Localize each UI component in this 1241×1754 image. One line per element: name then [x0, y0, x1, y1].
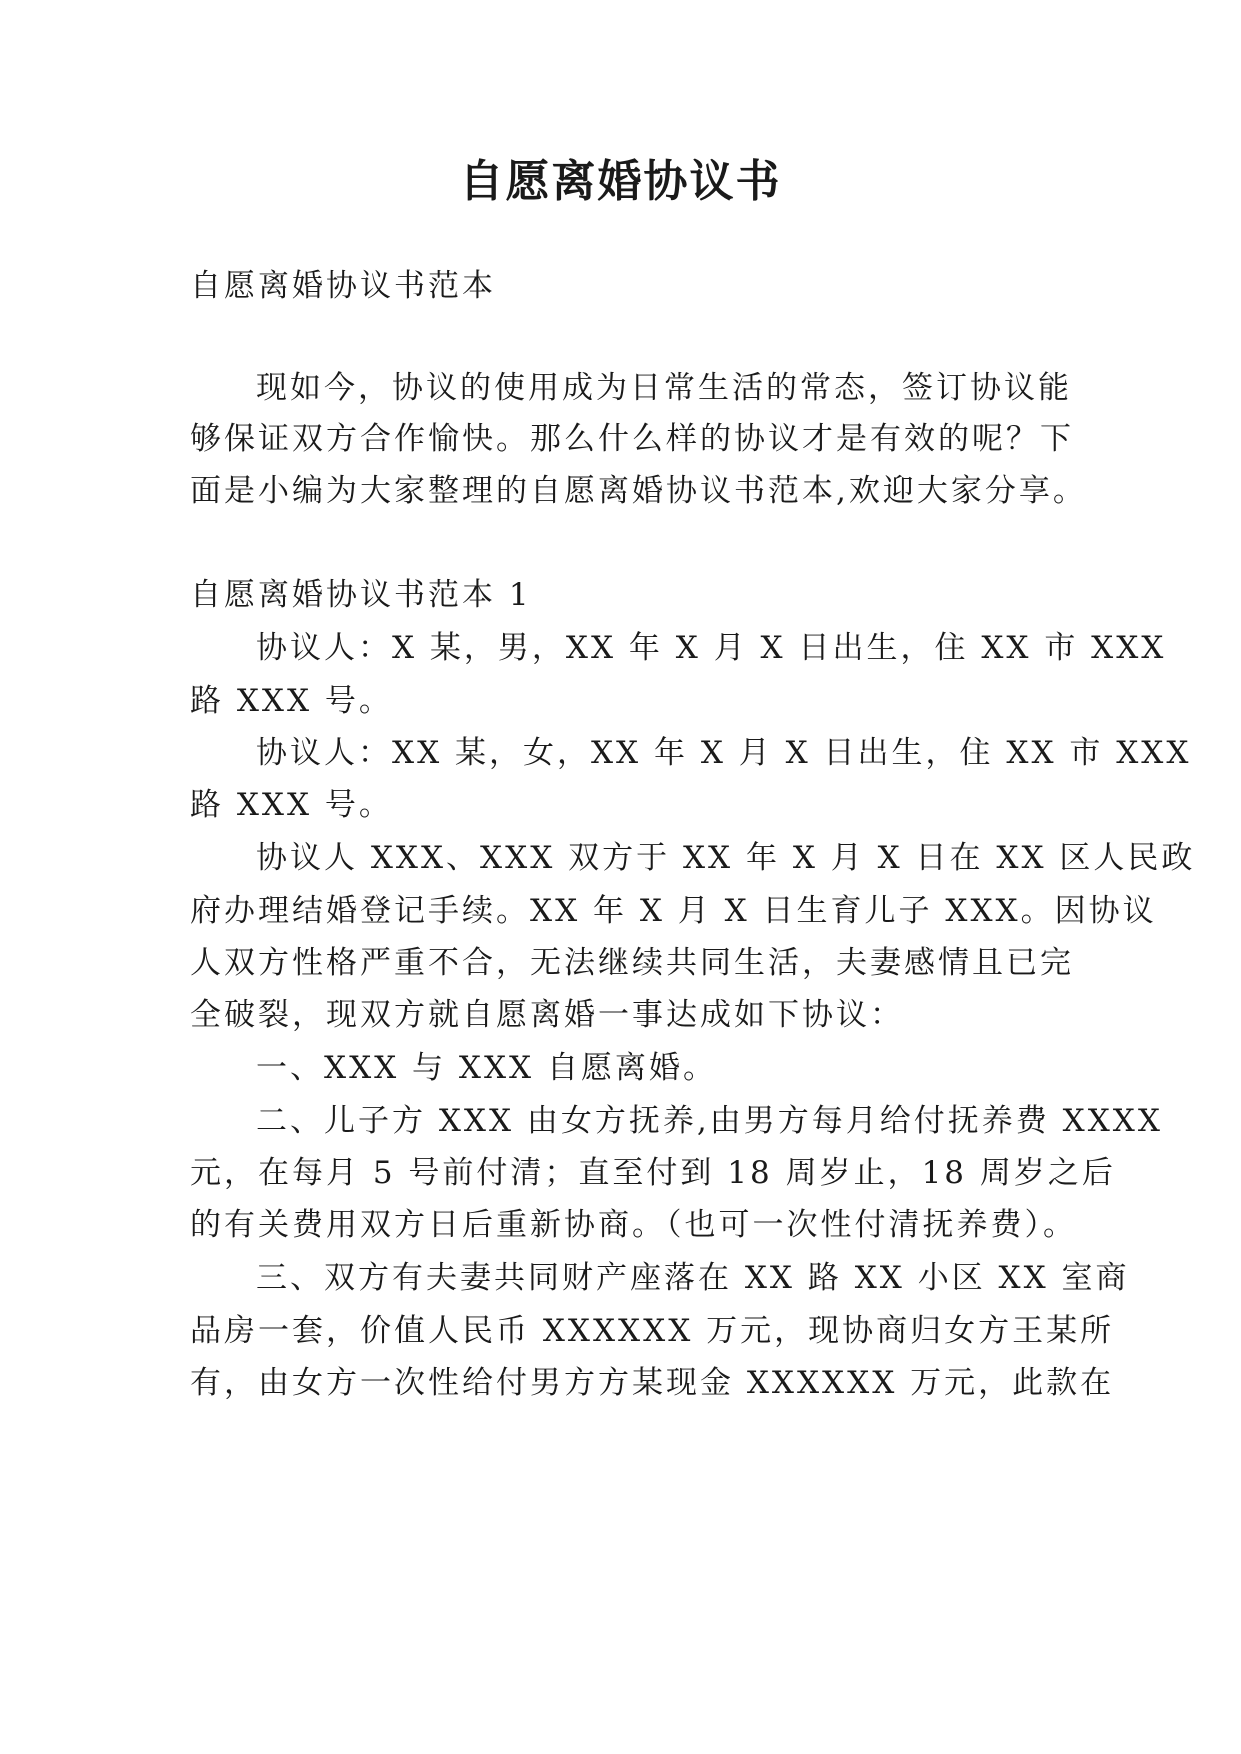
- party-line-2: 路 XXX 号。: [190, 683, 393, 719]
- party-line-3: 协议人：XX 某，女，XX 年 X 月 X 日出生，住 XX 市 XXX: [256, 735, 1192, 771]
- intro-line-1: 现如今，协议的使用成为日常生活的常态，签订协议能: [256, 370, 1072, 406]
- paragraph-line: 协议人 XXX、XXX 双方于 XX 年 X 月 X 日在 XX 区人民政: [256, 840, 1196, 876]
- clause-3-line: 有，由女方一次性给付男方方某现金 XXXXXX 万元，此款在: [190, 1365, 1115, 1401]
- document-title: 自愿离婚协议书: [459, 156, 782, 207]
- paragraph-line: 全破裂，现双方就自愿离婚一事达成如下协议：: [190, 997, 904, 1033]
- intro-line-2: 够保证双方合作愉快。那么什么样的协议才是有效的呢？下: [190, 421, 1074, 457]
- intro-line-3: 面是小编为大家整理的自愿离婚协议书范本,欢迎大家分享。: [190, 473, 1087, 509]
- clause-2-line: 二、儿子方 XXX 由女方抚养,由男方每月给付抚养费 XXXX: [256, 1103, 1163, 1139]
- section-heading-1: 自愿离婚协议书范本 1: [190, 577, 532, 613]
- clause-2-line: 元，在每月 5 号前付清；直至付到 18 周岁止，18 周岁之后: [190, 1155, 1116, 1191]
- clause-2-line: 的有关费用双方日后重新协商。（也可一次性付清抚养费）。: [190, 1207, 1077, 1243]
- subtitle-line: 自愿离婚协议书范本: [190, 268, 496, 304]
- paragraph-line: 府办理结婚登记手续。XX 年 X 月 X 日生育儿子 XXX。因协议: [190, 893, 1157, 929]
- paragraph-line: 人双方性格严重不合，无法继续共同生活，夫妻感情且已完: [190, 945, 1074, 981]
- clause-1-line: 一、XXX 与 XXX 自愿离婚。: [256, 1050, 717, 1086]
- clause-3-line: 三、双方有夫妻共同财产座落在 XX 路 XX 小区 XX 室商: [256, 1260, 1130, 1296]
- clause-3-line: 品房一套，价值人民币 XXXXXX 万元，现协商归女方王某所: [190, 1313, 1115, 1349]
- party-line-1: 协议人：X 某，男，XX 年 X 月 X 日出生，住 XX 市 XXX: [256, 630, 1167, 666]
- party-line-4: 路 XXX 号。: [190, 787, 393, 823]
